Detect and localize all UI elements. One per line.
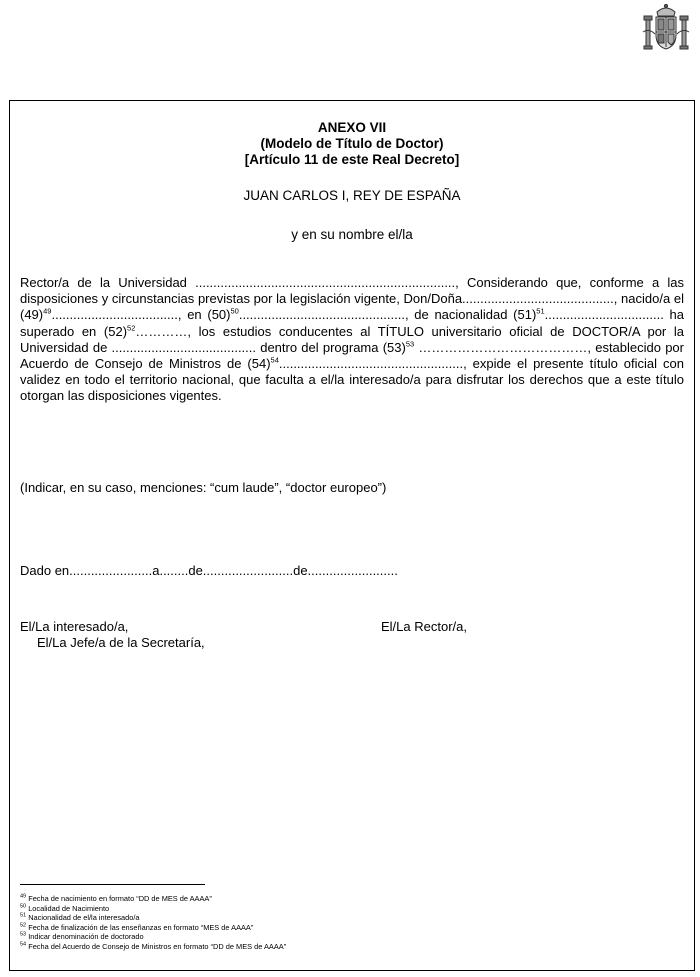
body-text: ..................................., en (50) <box>51 307 231 323</box>
footnote-ref: 50 <box>230 307 239 317</box>
coat-of-arms-icon <box>641 2 691 54</box>
footnote-ref: 54 <box>270 355 279 365</box>
model-subtitle: (Modelo de Título de Doctor) <box>260 136 444 151</box>
footnote-item: $^{49}$ Fecha de nacimiento en formato “DD de MES de AAAA” <box>20 893 212 903</box>
body-text: …………, los estudios conducentes al TÍTULO universitario oficial de DOCTOR/A por la Universidad de ........................................ dentro del programa (53) <box>20 323 684 355</box>
body-text: ................................. ha superado en (52) <box>20 307 684 339</box>
footnote-separator <box>20 884 205 885</box>
signature-interested: El/La interesado/a, <box>20 619 129 634</box>
given-at-line: Dado en.......................a........de.........................de......................... <box>20 563 398 578</box>
footnote-ref: 49 <box>43 307 52 317</box>
certificate-body <box>20 275 684 405</box>
body-text: .............................................., de nacionalidad (51) <box>238 307 537 323</box>
footnote-item: $^{53}$ Indicar denominación de doctorado <box>20 931 144 941</box>
on-behalf-line: y en su nombre el/la <box>291 227 413 242</box>
king-heading: JUAN CARLOS I, REY DE ESPAÑA <box>243 188 461 203</box>
annex-title: ANEXO VII <box>317 120 387 135</box>
title-model-frame <box>9 100 695 971</box>
article-reference: [Artículo 11 de este Real Decreto] <box>244 152 460 167</box>
signature-rector: El/La Rector/a, <box>381 619 467 634</box>
footnote-ref: 51 <box>536 307 545 317</box>
footnotes <box>20 894 286 951</box>
body-text: Rector/a de la Universidad ........................................................................, Considerando que, conforme a las disposiciones y circunstancias previstas por la legislación vigente, Don/Doña.........................................., nacido/a el (49) <box>20 275 684 323</box>
footnote-ref: 52 <box>127 323 136 333</box>
body-text: …………………………………, establecido por Acuerdo de Consejo de Ministros de (54) <box>20 339 684 372</box>
body-text: ..................................................., expide el presente título oficial con validez en todo el territorio nacional, que faculta a el/la interesado/a para disfrutar los derechos que a este título otorgan las disposiciones vigentes. <box>20 356 684 404</box>
footnote-item: $^{50}$ Localidad de Nacimiento <box>20 903 110 913</box>
mentions-note: (Indicar, en su caso, menciones: “cum laude”, “doctor europeo”) <box>20 480 387 495</box>
signature-secretary: El/La Jefe/a de la Secretaría, <box>37 635 205 650</box>
footnote-item: $^{54}$ Fecha del Acuerdo de Consejo de Ministros en formato “DD de MES de AAAA” <box>20 941 287 951</box>
footnote-item: $^{51}$ Nacionalidad de el/la interesado/a <box>20 912 140 922</box>
footnote-item: $^{52}$ Fecha de finalización de las enseñanzas en formato “MES de AAAA” <box>20 922 254 932</box>
footnote-ref: 53 <box>405 339 415 349</box>
